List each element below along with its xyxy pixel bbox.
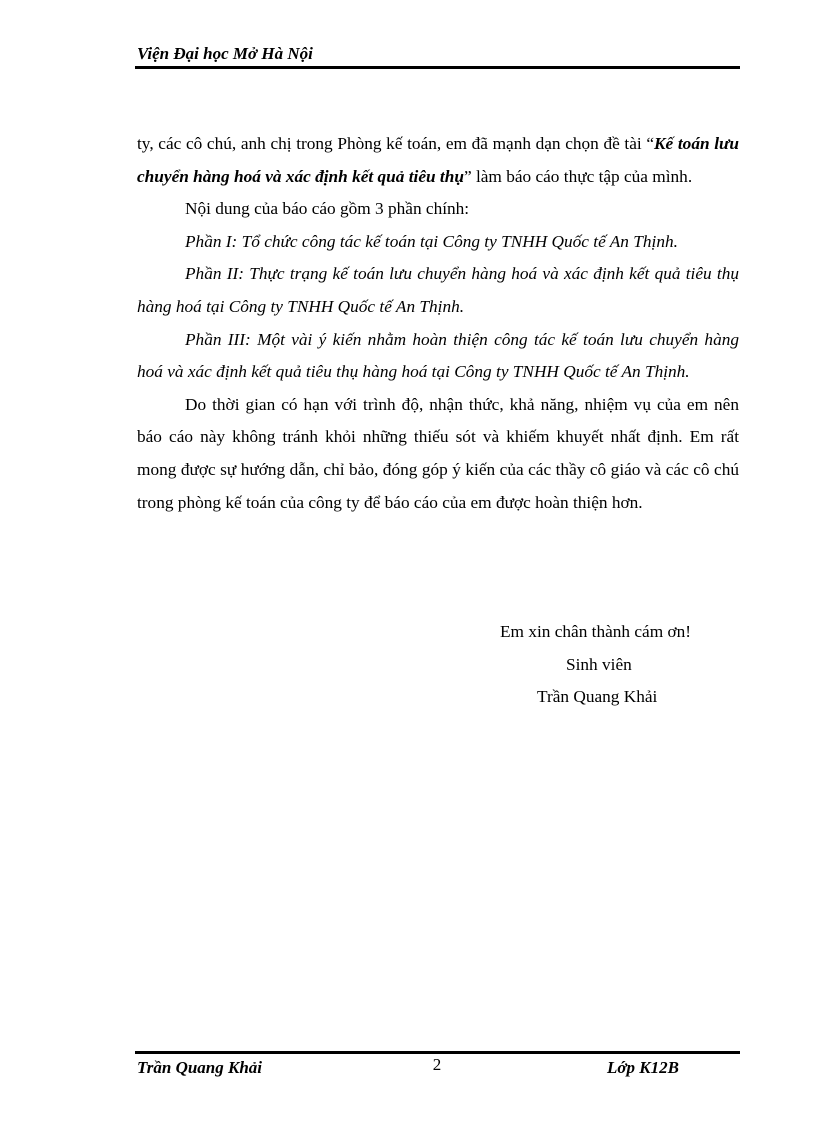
signature-block <box>470 616 730 714</box>
footer-rule <box>135 1051 740 1054</box>
paragraph-part-3: Phần III: Một vài ý kiến nhằm hoàn thiện công tác kế toán lưu chuyển hàng hoá và xác định kết quả tiêu thụ hàng hoá tại Công ty TNHH Quốc tế An Thịnh. <box>137 329 739 382</box>
intro-text-before: ty, các cô chú, anh chị trong Phòng kế toán, em đã mạnh dạn chọn đề tài “ <box>137 134 655 153</box>
report-topic: Kế toán lưu chuyển hàng hoá và xác định kết quả tiêu thụ <box>137 134 739 186</box>
footer-author: Trần Quang Khải <box>137 1058 263 1077</box>
closing-role: Sinh viên <box>566 654 632 674</box>
footer-class: Lớp K12B <box>607 1058 679 1077</box>
paragraph-content-summary: Nội dung của báo cáo gồm 3 phần chính: <box>185 199 470 219</box>
document-body <box>137 128 739 519</box>
paragraph-part-1: Phần I: Tổ chức công tác kế toán tại Công ty TNHH Quốc tế An Thịnh. <box>185 231 678 251</box>
header-rule <box>135 66 740 69</box>
header-institution: Viện Đại học Mở Hà Nội <box>137 44 313 63</box>
paragraph-intro-continuation <box>137 128 739 193</box>
closing-thanks: Em xin chân thành cám ơn! <box>500 622 692 641</box>
page-number: 2 <box>432 1055 442 1074</box>
paragraph-part-2: Phần II: Thực trạng kế toán lưu chuyển hàng hoá và xác định kết quả tiêu thụ hàng hoá tại Công ty TNHH Quốc tế An Thịnh. <box>137 264 739 316</box>
closing-name: Trần Quang Khải <box>537 687 658 707</box>
intro-text-after: ” làm báo cáo thực tập của mình. <box>463 166 693 186</box>
paragraph-closing-remarks: Do thời gian có hạn với trình độ, nhận thức, khả năng, nhiệm vụ của em nên báo cáo này không tránh khỏi những thiếu sót và khiếm khuyết nhất định. Em rất mong được sự hướng dẫn, chỉ bảo, đóng góp ý kiến của các thầy cô giáo và các cô chú trong phòng kế toán của công ty để báo cáo của em được hoàn thiện hơn. <box>137 394 739 512</box>
